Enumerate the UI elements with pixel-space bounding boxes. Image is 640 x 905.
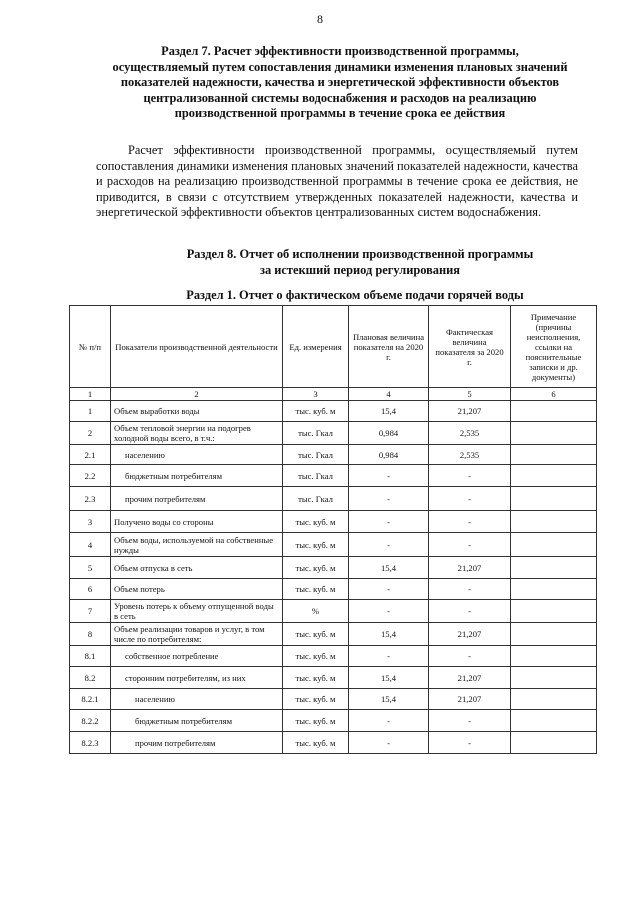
table-row [70,646,597,667]
row-note [511,557,597,579]
column-number-row [70,388,597,401]
table-row [70,557,597,579]
row-indicator: Объем выработки воды [111,401,283,422]
table-title: Раздел 1. Отчет о фактическом объеме подачи горячей воды [186,288,524,302]
section7-title-line: производственной программы в течение срока ее действия [174,106,506,120]
row-indicator: Объем тепловой энергии на подогрев холодной воды всего, в т.ч.: [111,422,283,445]
header-indicator: Показатели производственной деятельности [111,306,283,388]
row-number: 8.2.2 [70,710,111,732]
table-row [70,487,597,511]
table-row [70,465,597,487]
row-plan: - [349,710,429,732]
header-fact: Фактическая величина показателя за 2020 г. [429,306,511,388]
table-row [70,579,597,600]
row-plan: - [349,511,429,533]
row-fact: 21,207 [429,401,511,422]
row-plan: 15,4 [349,623,429,646]
row-note [511,646,597,667]
row-plan: - [349,646,429,667]
row-plan: - [349,579,429,600]
table-row [70,623,597,646]
row-indicator: населению [111,445,283,465]
row-number: 8.2.1 [70,689,111,710]
row-number: 1 [70,401,111,422]
row-indicator: бюджетным потребителям [111,465,283,487]
row-unit: тыс. куб. м [283,579,349,600]
row-indicator: Объем воды, используемой на собственные нужды [111,533,283,557]
row-plan: 0,984 [349,422,429,445]
row-note [511,710,597,732]
row-plan: - [349,600,429,623]
row-note [511,600,597,623]
row-indicator: собственное потребление [111,646,283,667]
row-indicator: Уровень потерь к объему отпущенной воды в сеть [111,600,283,623]
row-number: 8 [70,623,111,646]
row-unit: тыс. куб. м [283,623,349,646]
row-number: 8.2 [70,667,111,689]
row-number: 7 [70,600,111,623]
col-number: 4 [349,388,429,401]
row-note [511,422,597,445]
row-plan: 15,4 [349,689,429,710]
section7-paragraph: Расчет эффективности производственной программы, осуществляемый путем сопоставления динамики изменения плановых значений показателей надежности, качества и расходов на реализацию производственной программы в течение срока ее действия, не приводится, в связи с отсутствием утвержденных показателей надежности, качества и энергетической эффективности объектов централизованных систем водоснабжения. [96,143,578,219]
row-fact: - [429,710,511,732]
section7-title-line: осуществляемый путем сопоставления динамики изменения плановых значений [112,59,568,74]
row-unit: тыс. Гкал [283,465,349,487]
row-note [511,487,597,511]
row-note [511,401,597,422]
header-plan: Плановая величина показателя на 2020 г. [349,306,429,388]
row-number: 5 [70,557,111,579]
table-row [70,667,597,689]
row-fact: 2,535 [429,422,511,445]
table-row [70,600,597,623]
row-plan: - [349,487,429,511]
row-number: 2.2 [70,465,111,487]
table-row [70,511,597,533]
col-number: 3 [283,388,349,401]
page-number: 8 [317,12,323,26]
table-row [70,689,597,710]
row-fact: - [429,487,511,511]
row-unit: тыс. куб. м [283,511,349,533]
section8-title-line: Раздел 8. Отчет об исполнении производственной программы [186,247,534,261]
row-indicator: Получено воды со стороны [111,511,283,533]
section7-title-line: Раздел 7. Расчет эффективности производственной программы, [161,44,519,58]
table-row [70,533,597,557]
row-indicator: населению [111,689,283,710]
row-plan: 15,4 [349,667,429,689]
row-note [511,623,597,646]
row-indicator: Объем потерь [111,579,283,600]
row-unit: тыс. куб. м [283,646,349,667]
row-fact: - [429,533,511,557]
col-number: 2 [111,388,283,401]
row-plan: 15,4 [349,401,429,422]
row-indicator: сторонним потребителям, из них [111,667,283,689]
row-fact: - [429,732,511,754]
row-unit: тыс. куб. м [283,732,349,754]
col-number: 6 [511,388,597,401]
row-unit: тыс. Гкал [283,487,349,511]
row-number: 2.3 [70,487,111,511]
row-fact: - [429,511,511,533]
table-row [70,445,597,465]
col-number: 5 [429,388,511,401]
row-number: 8.1 [70,646,111,667]
row-indicator: прочим потребителям [111,487,283,511]
row-fact: 21,207 [429,667,511,689]
row-number: 3 [70,511,111,533]
row-note [511,732,597,754]
row-fact: - [429,465,511,487]
row-note [511,689,597,710]
row-number: 8.2.3 [70,732,111,754]
row-fact: - [429,600,511,623]
row-unit: тыс. куб. м [283,533,349,557]
row-unit: % [283,600,349,623]
row-fact: - [429,579,511,600]
table-row [70,401,597,422]
row-indicator: прочим потребителям [111,732,283,754]
table-row [70,710,597,732]
header-num: № п/п [70,306,111,388]
row-note [511,667,597,689]
row-number: 6 [70,579,111,600]
section8-title [120,247,600,278]
row-number: 4 [70,533,111,557]
row-plan: 15,4 [349,557,429,579]
row-plan: - [349,465,429,487]
col-number: 1 [70,388,111,401]
row-number: 2.1 [70,445,111,465]
row-fact: 21,207 [429,623,511,646]
row-unit: тыс. Гкал [283,422,349,445]
row-note [511,465,597,487]
section7-title-line: централизованной системы водоснабжения и расходов на реализацию [143,90,537,105]
row-unit: тыс. куб. м [283,401,349,422]
row-unit: тыс. куб. м [283,557,349,579]
row-note [511,533,597,557]
row-indicator: Объем реализации товаров и услуг, в том числе по потребителям: [111,623,283,646]
section8-title-line: за истекший период регулирования [260,262,460,277]
section7-title-line: показателей надежности, качества и энергетической эффективности объектов [120,75,560,89]
hot-water-report-table [69,305,597,754]
row-fact: - [429,646,511,667]
row-plan: - [349,533,429,557]
row-note [511,511,597,533]
row-indicator: Объем отпуска в сеть [111,557,283,579]
table-header-row [70,306,597,388]
row-fact: 21,207 [429,689,511,710]
row-unit: тыс. куб. м [283,667,349,689]
table-row [70,732,597,754]
row-indicator: бюджетным потребителям [111,710,283,732]
row-fact: 21,207 [429,557,511,579]
section7-title [60,44,620,122]
row-plan: - [349,732,429,754]
row-plan: 0,984 [349,445,429,465]
row-note [511,445,597,465]
row-unit: тыс. куб. м [283,689,349,710]
header-unit: Ед. измерения [283,306,349,388]
row-unit: тыс. куб. м [283,710,349,732]
row-fact: 2,535 [429,445,511,465]
header-note: Примечание (причины неисполнения, ссылки на пояснительные записки и др. документы) [511,306,597,388]
row-number: 2 [70,422,111,445]
table-row [70,422,597,445]
row-unit: тыс. Гкал [283,445,349,465]
row-note [511,579,597,600]
